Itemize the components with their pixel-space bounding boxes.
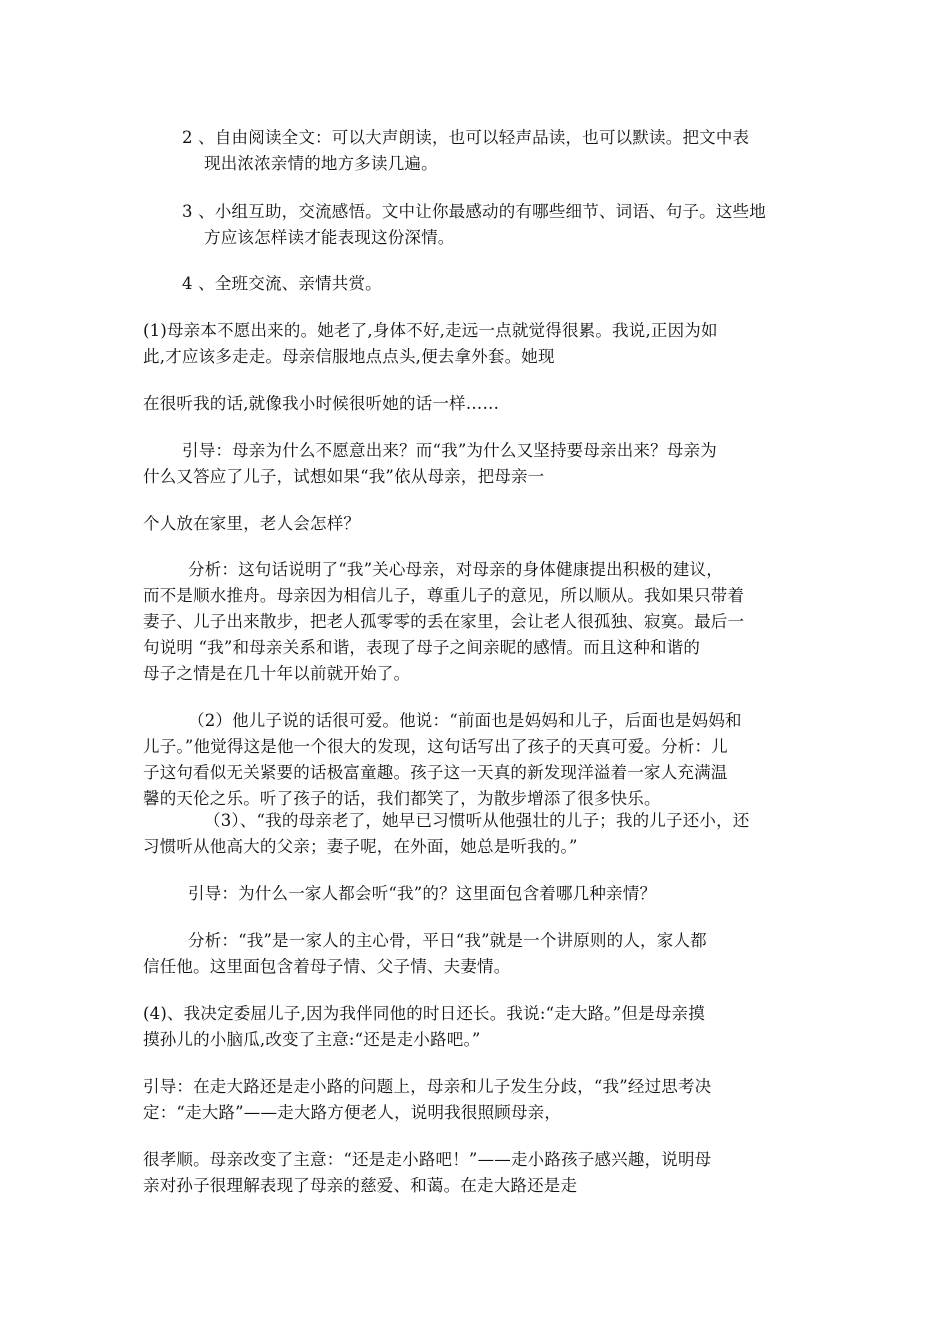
text-line: (4)、我决定委屈儿子,因为我伴同他的时日还长。我说:“走大路。”但是母亲摸	[143, 1004, 705, 1023]
text-line: 引导：在走大路还是走小路的问题上，母亲和儿子发生分歧，“我”经过思考决	[143, 1077, 712, 1096]
text-line: 4 、全班交流、亲情共赏。	[182, 274, 382, 293]
text-line: 习惯听从他高大的父亲；妻子呢，在外面，她总是听我的。”	[143, 837, 578, 856]
text-line: (1)母亲本不愿出来的。她老了,身体不好,走远一点就觉得很累。我说,正因为如	[143, 321, 718, 340]
text-line: 2 、自由阅读全文：可以大声朗读，也可以轻声品读，也可以默读。把文中表	[182, 128, 750, 147]
text-line: （2）他儿子说的话很可爱。他说：“前面也是妈妈和儿子，后面也是妈妈和	[188, 711, 742, 730]
text-line: 子这句看似无关紧要的话极富童趣。孩子这一天真的新发现洋溢着一家人充满温	[143, 763, 728, 782]
text-line: 此,才应该多走走。母亲信服地点点头,便去拿外套。她现	[143, 347, 555, 366]
text-line: 很孝顺。母亲改变了主意：“还是走小路吧！”——走小路孩子感兴趣，说明母	[143, 1150, 712, 1169]
text-line: 引导：为什么一家人都会听“我”的？这里面包含着哪几种亲情？	[188, 884, 657, 903]
text-line: 个人放在家里，老人会怎样？	[143, 514, 361, 533]
text-line: 母子之情是在几十年以前就开始了。	[143, 664, 411, 683]
text-line: 引导：母亲为什么不愿意出来？而“我”为什么又坚持要母亲出来？母亲为	[182, 441, 717, 460]
text-line: 定：“走大路”——走大路方便老人，说明我很照顾母亲，	[143, 1103, 562, 1122]
text-line: 分析：这句话说明了“我”关心母亲，对母亲的身体健康提出积极的建议，	[188, 560, 723, 579]
text-line: 馨的天伦之乐。听了孩子的话，我们都笑了，为散步增添了很多快乐。	[143, 789, 661, 808]
text-line: 亲对孙子很理解表现了母亲的慈爱、和蔼。在走大路还是走	[143, 1176, 578, 1195]
text-line: 妻子、儿子出来散步，把老人孤零零的丢在家里，会让老人很孤独、寂寞。最后一	[143, 612, 745, 631]
text-line: 摸孙儿的小脑瓜,改变了主意:“还是走小路吧。”	[143, 1030, 481, 1049]
text-line: 句说明 “我”和母亲关系和谐，表现了母子之间亲昵的感情。而且这种和谐的	[143, 638, 701, 657]
text-line: 信任他。这里面包含着母子情、父子情、夫妻情。	[143, 957, 511, 976]
text-line: （3）、“我的母亲老了，她早已习惯听从他强壮的儿子；我的儿子还小，还	[204, 811, 750, 830]
text-line: 分析：“我”是一家人的主心骨，平日“我”就是一个讲原则的人，家人都	[188, 931, 707, 950]
text-line: 现出浓浓亲情的地方多读几遍。	[204, 154, 438, 173]
text-line: 儿子。”他觉得这是他一个很大的发现，这句话写出了孩子的天真可爱。分析：儿	[143, 737, 728, 756]
text-line: 3 、小组互助，交流感悟。文中让你最感动的有哪些细节、词语、句子。这些地	[182, 202, 766, 221]
text-line: 什么又答应了儿子，试想如果“我”依从母亲，把母亲一	[143, 467, 545, 486]
text-line: 而不是顺水推舟。母亲因为相信儿子，尊重儿子的意见，所以顺从。我如果只带着	[143, 586, 745, 605]
text-line: 在很听我的话,就像我小时候很听她的话一样……	[143, 394, 500, 413]
text-line: 方应该怎样读才能表现这份深情。	[204, 228, 455, 247]
